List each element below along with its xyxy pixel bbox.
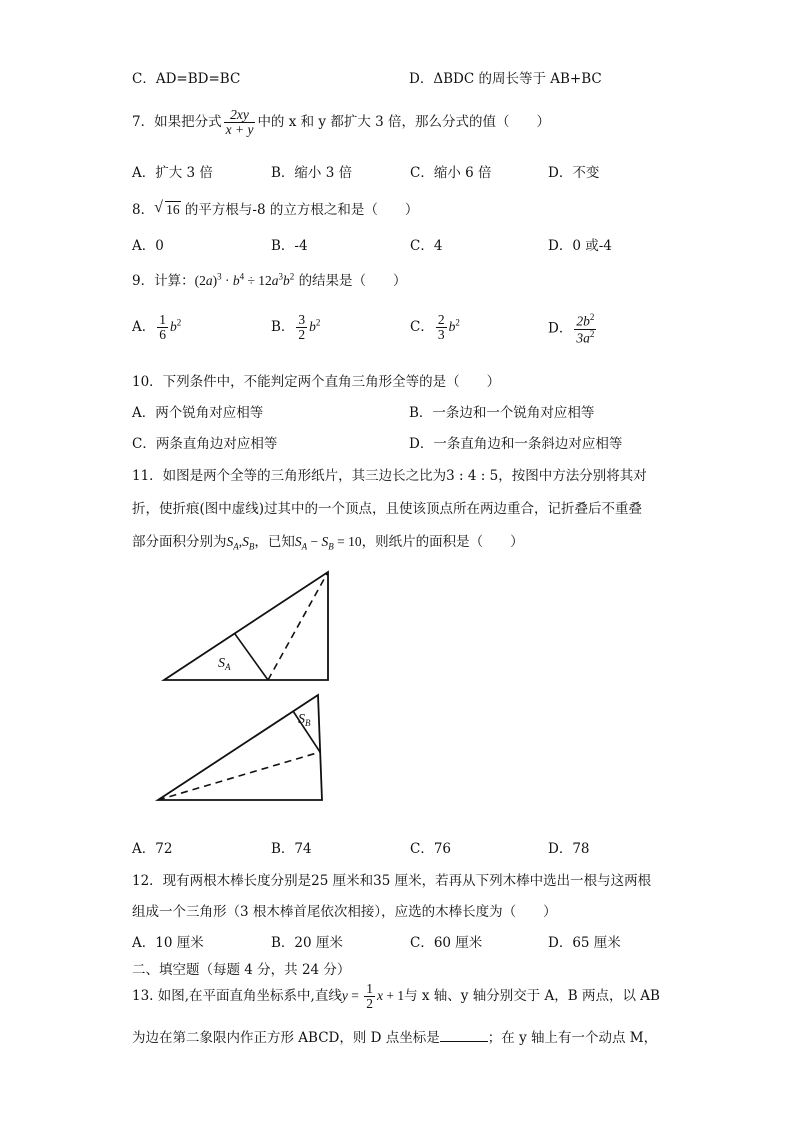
q9-a-tail: b: [170, 319, 177, 335]
q9-c-tail: b: [448, 319, 456, 335]
q10-option-a: A．两个锐角对应相等: [132, 405, 264, 421]
q9-option-c-letter: C．: [410, 319, 434, 336]
q9-d-num: $2b^2$: [576, 312, 595, 329]
q8-sqrt: √ 16: [154, 199, 180, 217]
q12-option-b: B．20 厘米: [271, 935, 343, 951]
q13-line2: [132, 1026, 657, 1046]
triangle-a-outline: [164, 572, 328, 680]
q7-suffix: 中的 x 和 y 都扩大 3 倍，那么分式的值（ ）: [257, 114, 551, 130]
q11-option-d: D．78: [548, 841, 590, 857]
q7-option-b: B．缩小 3 倍: [271, 165, 353, 181]
q10-option-d: D．一条直角边和一条斜边对应相等: [409, 436, 623, 452]
q9-c-den: 3: [437, 327, 445, 343]
q11-line1: 11．如图是两个全等的三角形纸片，其三边长之比为3 : 4 : 5，按图中方法分别将其对: [132, 468, 647, 484]
triangle-figure-b: [150, 690, 335, 808]
q9-option-b: B． $\frac{3}{2}$ $b^2$: [271, 312, 321, 343]
q8-stem: [132, 198, 418, 218]
q9-option-c: C． $\frac{2}{3}$ $b^2$: [410, 312, 460, 343]
q7-fraction: [224, 108, 256, 137]
q9-option-a: A． $\frac{1}{6}$ $b^2$: [132, 312, 182, 343]
q12-line1: 12．现有两根木棒长度分别是25 厘米和35 厘米，若再从下列木棒中选出一根与这两根: [132, 873, 652, 889]
q9-b-den: 2: [298, 327, 306, 343]
triangle-b-outline: [158, 695, 322, 800]
q9-stem: [132, 269, 407, 289]
q9-option-d: [548, 313, 598, 345]
q9-option-d-frac: [574, 313, 596, 345]
q13-line2-b: ；在 y 轴上有一个动点 M，: [487, 1030, 658, 1046]
q11-option-a: A．72: [132, 841, 173, 857]
label-sb: $S_B$: [298, 712, 311, 728]
q9-option-b-letter: B．: [271, 319, 295, 336]
q10-stem: 10．下列条件中，不能判定两个直角三角形全等的是（ ）: [132, 374, 501, 390]
q9-b-num: 3: [298, 312, 306, 327]
q8-option-a: A．0: [132, 238, 164, 254]
q6-option-c: C．AD=BD=BC: [132, 71, 241, 87]
q9-option-a-frac: [157, 313, 168, 342]
q11-option-b: B．74: [271, 841, 312, 857]
q8-option-b: B．-4: [271, 238, 308, 254]
triangle-figure-a: [150, 565, 350, 690]
q11-option-c: C．76: [410, 841, 452, 857]
q6-option-d: D．ΔBDC 的周长等于 AB+BC: [409, 71, 602, 87]
q9-option-a-letter: A．: [132, 319, 156, 336]
q9-a-den: 6: [159, 327, 166, 343]
q9-d-den: $3a^2$: [576, 328, 595, 346]
q9-c-num: 2: [437, 312, 445, 327]
q13-line1-b: 与 x 轴、y 轴分别交于 A，B 两点，以 AB: [404, 988, 660, 1004]
q11-equation: $S_A - S_B = 10$: [294, 534, 362, 552]
q11-line2: 折，使折痕(图中虚线)过其中的一个顶点，且使该顶点所在两边重合，记折叠后不重叠: [132, 501, 643, 517]
q8-prefix: 8．: [132, 202, 155, 218]
triangle-a-fold-edge: [235, 634, 268, 680]
q11-sa-sb: $S_A,S_B$: [226, 534, 255, 552]
q9-expression: $(2a)^3 \cdot b^4 \div 12a^3b^2$: [194, 271, 295, 288]
q11-line3-a: 部分面积分别为: [132, 534, 227, 550]
q7-stem: [132, 104, 550, 140]
q12-line2: 组成一个三角形（3 根木棒首尾依次相接），应选的木棒长度为（ ）: [132, 904, 557, 920]
q13-line1: [132, 978, 660, 1014]
q9-option-d-letter: D．: [548, 320, 573, 337]
q9-suffix: 的结果是（ ）: [298, 273, 407, 289]
q10-option-b: B．一条边和一个锐角对应相等: [409, 405, 595, 421]
q12-option-c: C．60 厘米: [410, 935, 483, 951]
q8-suffix: 的平方根与-8 的立方根之和是（ ）: [184, 202, 419, 218]
q7-option-a: A．扩大 3 倍: [132, 165, 213, 181]
q7-option-c: C．缩小 6 倍: [410, 165, 492, 181]
q7-frac-num: 2xy: [224, 108, 256, 123]
q11-line3: [132, 530, 524, 552]
q11-line3-c: ，则纸片的面积是（ ）: [361, 534, 524, 550]
q8-option-c: C．4: [410, 238, 443, 254]
q13-line1-a: 13. 如图,在平面直角坐标系中,直线: [132, 988, 342, 1004]
q7-prefix: 7．如果把分式: [132, 114, 222, 130]
q9-a-num: 1: [159, 312, 166, 327]
q12-option-a: A．10 厘米: [132, 935, 204, 951]
q9-option-b-frac: [296, 313, 307, 342]
q10-option-c: C．两条直角边对应相等: [132, 436, 278, 452]
q13-line-equation: y = $\frac{1}{2}$ x + 1: [341, 981, 405, 1012]
q8-sqrt-arg: 16: [166, 202, 180, 217]
q9-prefix: 9．计算：: [132, 273, 195, 289]
q13-answer-blank[interactable]: [440, 1029, 488, 1042]
label-sa: $S_A$: [218, 656, 231, 672]
q12-option-d: D．65 厘米: [548, 935, 621, 951]
q11-line3-b: ，已知: [254, 534, 295, 550]
q8-option-d: D．0 或-4: [548, 238, 612, 254]
triangle-b-crease: [158, 752, 320, 800]
triangle-a-crease: [268, 572, 328, 680]
q7-frac-den: x + y: [225, 122, 254, 137]
section-title-fill-in: 二、填空题（每题 4 分，共 24 分）: [132, 962, 351, 978]
q9-b-tail: b: [309, 319, 316, 335]
q7-option-d: D．不变: [548, 165, 600, 181]
q9-option-c-frac: [436, 313, 447, 342]
q13-line2-a: 为边在第二象限内作正方形 ABCD，则 D 点坐标是: [132, 1030, 440, 1046]
